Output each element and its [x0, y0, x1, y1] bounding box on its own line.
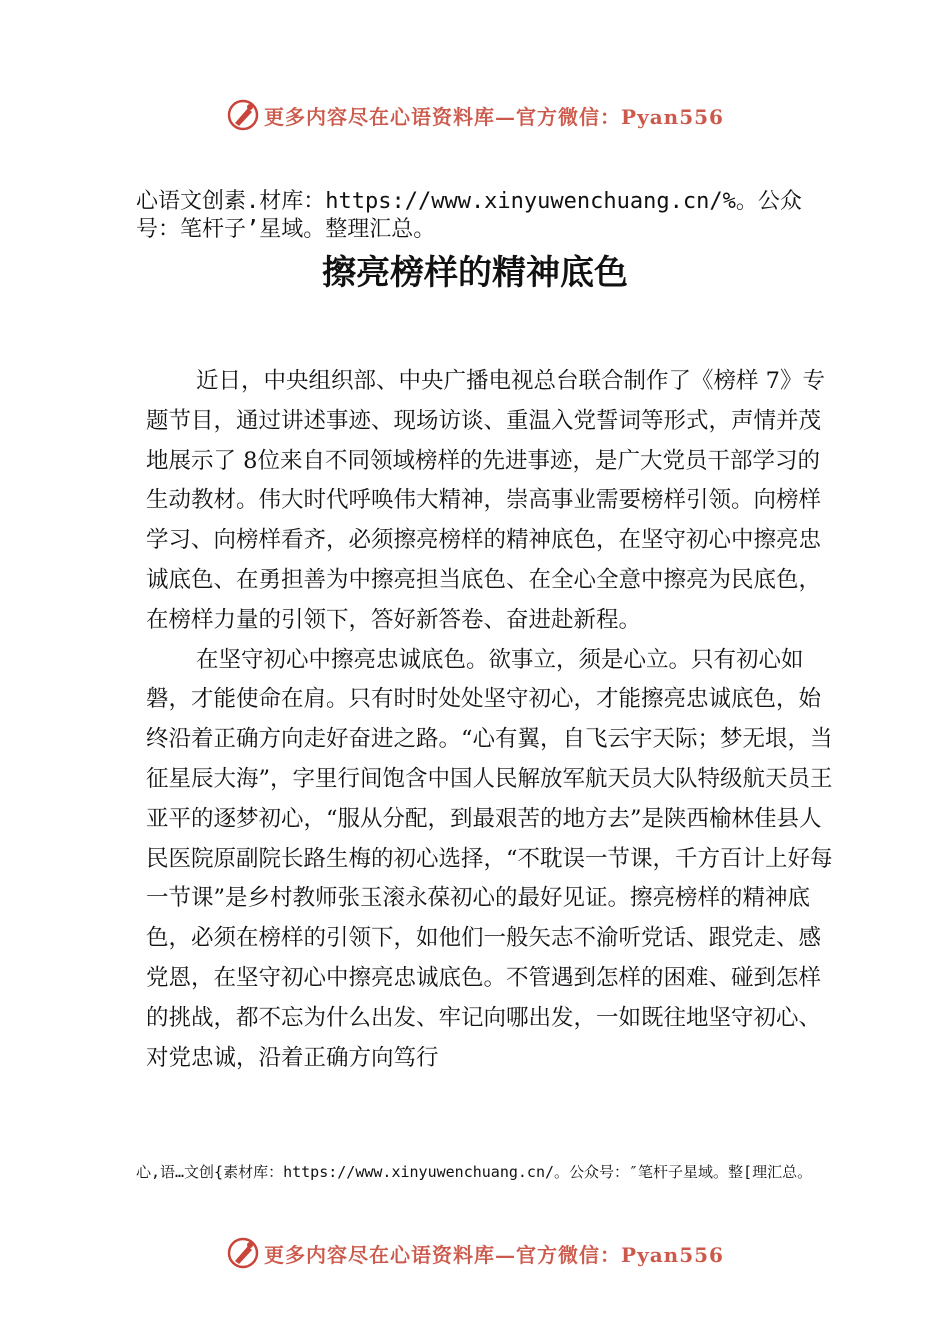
source-note-top: 心语文创素.材库：https://www.xinyuwenchuang.cn/%。公众号：笔杆子’星域。整理汇总。 — [136, 189, 802, 242]
pen-nib-logo-icon — [226, 98, 260, 132]
article-body — [146, 362, 836, 1078]
paragraph: 近日，中央组织部、中央广播电视总台联合制作了《榜样 7》专题节目，通过讲述事迹、现场访谈、重温入党誓词等形式，声情并茂地展示了 8位来自不同领域榜样的先进事迹，是广大党员干部学习的生动教材。伟大时代呼唤伟大精神，崇高事业需要榜样引领。向榜样学习、向榜样看齐，必须擦亮榜样的精神底色，在坚守初心中擦亮忠诚底色、在勇担善为中擦亮担当底色、在全心全意中擦亮为民底色，在榜样力量的引领下，答好新答卷、奋进赴新程。 — [146, 368, 825, 633]
pen-nib-logo-icon — [226, 1236, 260, 1270]
top-banner — [0, 95, 950, 135]
banner-text: 更多内容尽在心语资料库—官方微信：Pyan556 — [264, 1242, 724, 1267]
bottom-banner — [0, 1233, 950, 1273]
paragraph: 在坚守初心中擦亮忠诚底色。欲事立，须是心立。只有初心如磐，才能使命在肩。只有时时处处坚守初心，才能擦亮忠诚底色，始终沿着正确方向走好奋进之路。“心有翼，自飞云宇天际；梦无垠，当征星辰大海”，字里行间饱含中国人民解放军航天员大队特级航天员王亚平的逐梦初心，“服从分配，到最艰苦的地方去”是陕西榆林佳县人民医院原副院长路生梅的初心选择，“不耽误一节课，千方百计上好每一节课”是乡村教师张玉滚永葆初心的最好见证。擦亮榜样的精神底色，必须在榜样的引领下，如他们一般矢志不渝听党话、跟党走、感党恩，在坚守初心中擦亮忠诚底色。不管遇到怎样的困难、碰到怎样的挑战，都不忘为什么出发、牢记向哪出发，一如既往地坚守初心、对党忠诚，沿着正确方向笃行 — [146, 646, 833, 1071]
banner-text: 更多内容尽在心语资料库—官方微信：Pyan556 — [264, 104, 724, 129]
source-note-bottom: 心,语…文创{素材库：https://www.xinyuwenchuang.cn/。公众号：″笔杆子星域。整[理汇总。 — [136, 1163, 813, 1181]
article-title: 擦亮榜样的精神底色 — [322, 253, 628, 293]
